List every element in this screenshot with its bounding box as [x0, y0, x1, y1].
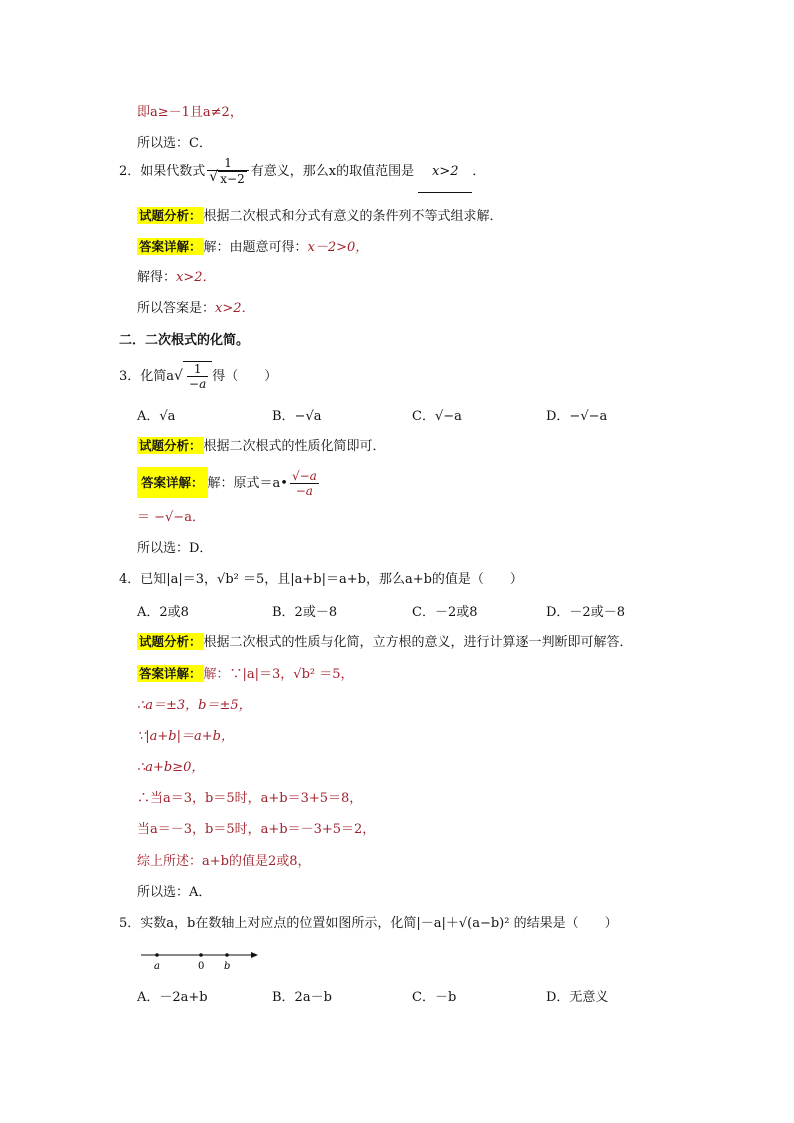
text: 根据二次根式和分式有意义的条件列不等式组求解．: [203, 209, 503, 224]
answer-line: [137, 539, 212, 561]
option-d: [546, 986, 608, 1005]
option-a: [137, 405, 175, 424]
text: ∵|a+b|＝a+b，: [137, 729, 234, 744]
text: 所以选：D．: [137, 541, 213, 556]
answer-line: [137, 852, 311, 874]
text: A．－2a+b: [137, 990, 208, 1005]
analysis-line: [137, 632, 633, 654]
text: ．: [472, 164, 486, 179]
analysis-tag: 试题分析：: [139, 634, 202, 649]
denominator: −a: [189, 377, 207, 391]
text: ∴a＝±3，b＝±5，: [137, 698, 252, 713]
option-c: [412, 405, 462, 424]
text: 所以答案是：: [137, 301, 216, 316]
question-4-stem: [119, 570, 523, 592]
answer-line: [137, 299, 255, 321]
text: D．−√−a: [546, 409, 608, 424]
answer-line: [137, 758, 204, 780]
text: 所以选：A．: [137, 885, 212, 900]
analysis-line: [137, 206, 503, 228]
label-zero: 0: [198, 961, 205, 972]
question-3-stem: [119, 357, 277, 397]
text: 解：∵|a|＝3，√b² ＝5，: [203, 667, 354, 682]
option-d: [546, 405, 607, 424]
text: x>2．: [176, 270, 216, 285]
text: ∴当a＝3，b＝5时，a+b＝3+5＝8，: [137, 791, 363, 806]
text: 根据二次根式的性质化简即可．: [203, 439, 386, 454]
text: C．－b: [412, 990, 457, 1005]
text: A．2或8: [137, 605, 189, 620]
text: 5．实数a，b在数轴上对应点的位置如图所示，化简|－a|＋√(a−b)² 的结果是（ ）: [119, 916, 618, 931]
text: x>2．: [215, 301, 255, 316]
text: 2．如果代数式: [119, 164, 206, 179]
answer-line: [137, 463, 321, 503]
text: 所以选：C．: [137, 136, 212, 151]
radical: [174, 357, 212, 397]
answer-line: [137, 508, 205, 530]
text: 即a≥－1且a≠2，: [137, 105, 243, 120]
option-d: [546, 601, 625, 620]
text: 二．二次根式的化简。: [119, 333, 250, 348]
numerator: √ 1: [187, 362, 208, 377]
text: 解：原式＝a•: [207, 476, 288, 491]
text: B．2或－8: [272, 605, 338, 620]
answer-line: [137, 237, 368, 259]
text: 解：由题意可得：: [203, 240, 308, 255]
text: B．−√a: [272, 409, 322, 424]
question-5-stem: [119, 914, 618, 936]
answer-tag: 答案详解：: [139, 239, 202, 254]
point-zero: [199, 953, 203, 957]
text: 当a＝－3，b＝5时，a+b＝－3+5＝2，: [137, 822, 376, 837]
analysis-tag: 试题分析：: [139, 208, 202, 223]
arrow-icon: [251, 952, 258, 958]
answer-line: [137, 664, 354, 686]
text: 3．化简a: [119, 369, 175, 384]
denominator: −a: [295, 484, 313, 498]
text: x－2>0，: [307, 240, 369, 255]
option-c: [412, 986, 456, 1005]
option-a: [137, 601, 189, 620]
text: 得（ ）: [212, 369, 278, 384]
text: 解得：: [137, 270, 177, 285]
option-c: [412, 601, 478, 620]
answer-line: [137, 268, 216, 290]
option-a: [137, 986, 208, 1005]
answer-tag: 答案详解：: [139, 666, 202, 681]
analysis-line: [137, 436, 386, 458]
denominator: x−2: [220, 172, 245, 186]
label-b: b: [224, 961, 231, 972]
answer-line: [137, 883, 211, 905]
text: 有意义，那么x的取值范围是: [250, 164, 415, 179]
answer-tag: 答案详解：: [137, 467, 208, 498]
question-2-stem: [119, 152, 485, 192]
analysis-tag: 试题分析：: [139, 438, 202, 453]
text: ∴a+b≥0，: [137, 760, 205, 775]
option-b: [272, 405, 321, 424]
answer-blank: x>2: [418, 152, 472, 193]
point-b: [225, 953, 229, 957]
label-a: a: [154, 961, 160, 972]
answer-line: [137, 789, 362, 811]
answer-line: [137, 820, 375, 842]
number-line-figure: [139, 943, 259, 973]
fraction: [207, 156, 248, 187]
text: D．无意义: [546, 990, 609, 1005]
answer-line: [137, 103, 243, 125]
option-b: [272, 601, 337, 620]
text: A．√a: [137, 409, 176, 424]
text: B．2a－b: [272, 990, 332, 1005]
text: 根据二次根式的性质与化简，立方根的意义，进行计算逐一判断即可解答．: [203, 635, 633, 650]
numerator: √−a: [291, 469, 317, 483]
numerator: 1: [207, 156, 248, 171]
text: ＝ −√−a．: [137, 510, 205, 525]
text: C．√−a: [412, 409, 462, 424]
answer-line: [137, 727, 234, 749]
text: 4．已知|a|＝3，√b² ＝5，且|a+b|＝a+b，那么a+b的值是（ ）: [119, 572, 523, 587]
text: C．－2或8: [412, 605, 478, 620]
answer-line: [137, 696, 252, 718]
option-b: [272, 986, 332, 1005]
section-heading: [119, 331, 249, 353]
text: 综上所述：a+b的值是2或8，: [137, 854, 311, 869]
fraction: [290, 469, 319, 498]
text: D．－2或－8: [546, 605, 625, 620]
point-a: [155, 953, 159, 957]
